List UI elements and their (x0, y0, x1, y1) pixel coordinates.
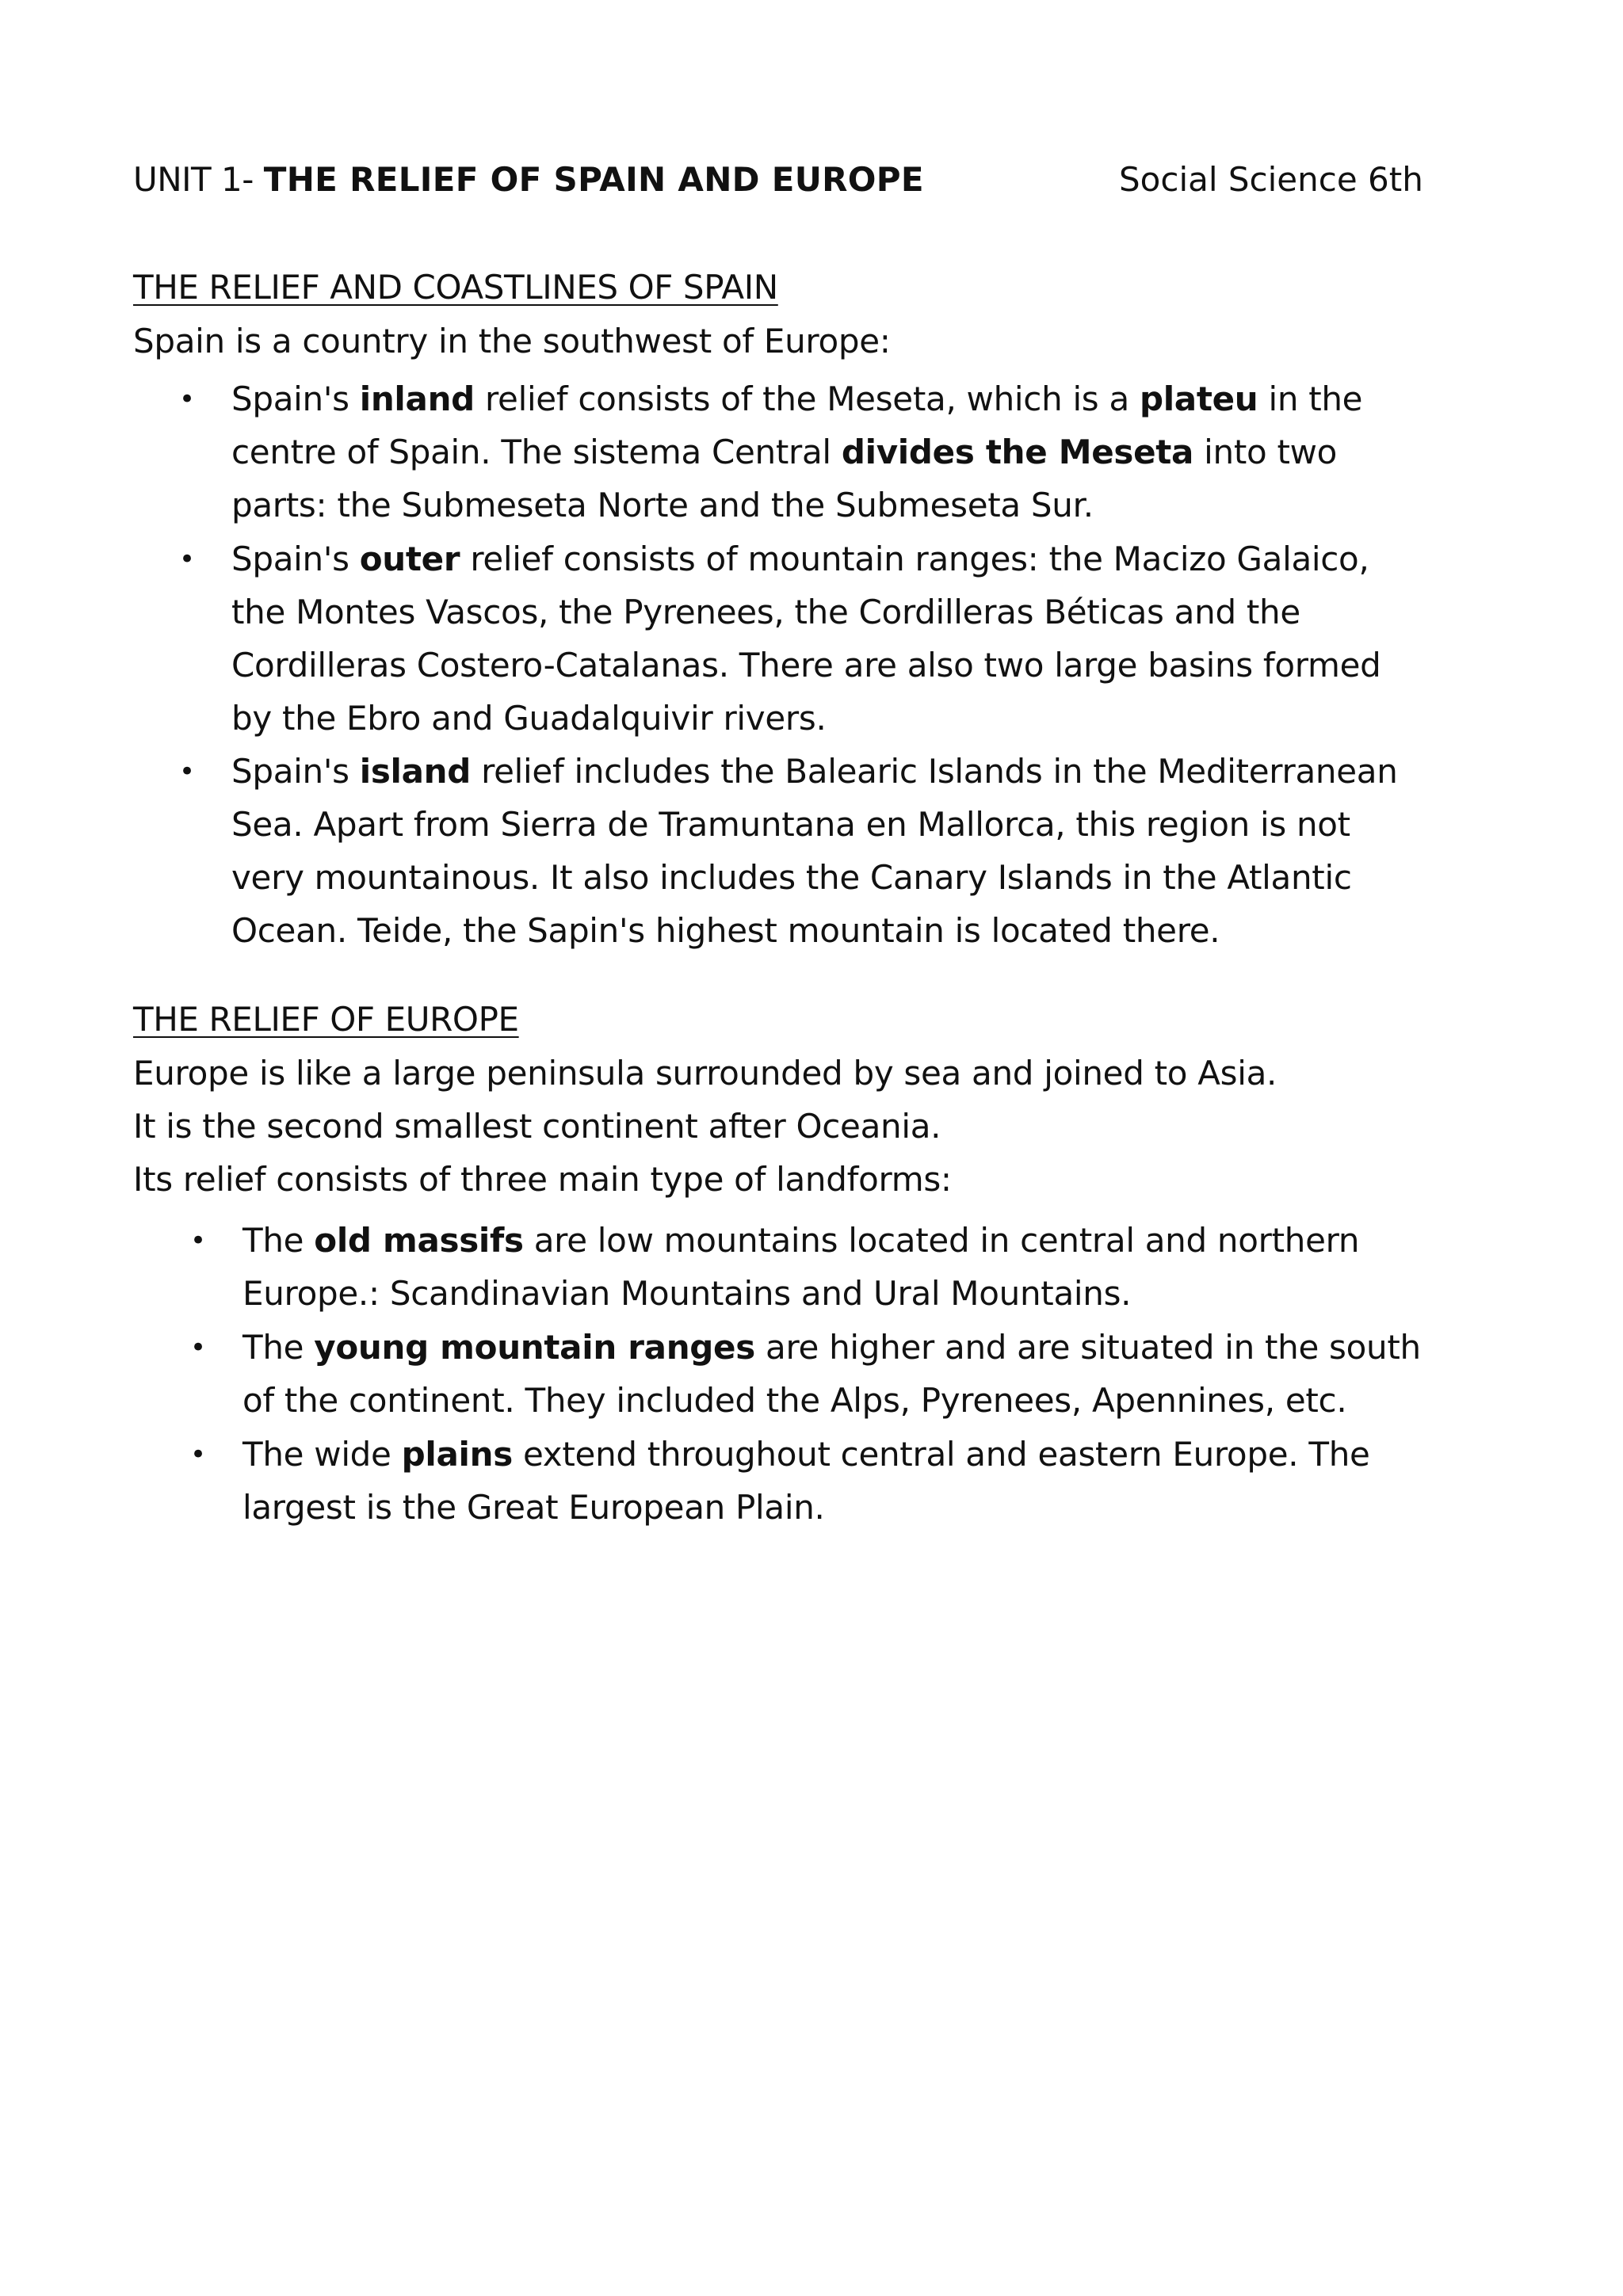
bullet-dot-icon: • (179, 383, 196, 415)
bold-term: plains (401, 1435, 513, 1474)
text-run: largest is the Great European Plain. (242, 1488, 825, 1527)
bullet-line (231, 639, 1381, 692)
bullet-text (242, 1214, 1359, 1320)
section-title-spain: THE RELIEF AND COASTLINES OF SPAIN (133, 268, 778, 307)
text-run: very mountainous. It also includes the Canary Islands in the Atlantic (231, 858, 1352, 897)
document-header (133, 160, 1528, 208)
unit-prefix: UNIT 1- (133, 160, 264, 199)
bullet-line (242, 1481, 1370, 1534)
text-run: by the Ebro and Guadalquivir rivers. (231, 699, 827, 738)
bullet-line (242, 1267, 1359, 1320)
unit-heading (133, 160, 924, 199)
bullet-dot-icon: • (190, 1332, 207, 1363)
bullet-dot-icon: • (190, 1225, 207, 1257)
text-run: of the continent. They included the Alps, Pyrenees, Apennines, etc. (242, 1381, 1347, 1420)
bullet-line (242, 1321, 1421, 1374)
text-run: in the (1258, 379, 1363, 418)
text-run: relief consists of the Meseta, which is a (474, 379, 1140, 418)
bold-term: young mountain ranges (314, 1328, 755, 1367)
text-run: relief includes the Balearic Islands in the Mediterranean (471, 752, 1398, 791)
text-run: extend throughout central and eastern Europe. The (512, 1435, 1370, 1474)
bullet-line (231, 479, 1362, 532)
bullet-line (231, 585, 1381, 639)
bullet-line (231, 372, 1362, 425)
text-run: Sea. Apart from Sierra de Tramuntana en Mallorca, this region is not (231, 805, 1350, 844)
bullet-text (231, 532, 1381, 745)
bullet-line (231, 692, 1381, 745)
bullet-text (242, 1428, 1370, 1534)
bold-term: island (359, 752, 472, 791)
text-run: Cordilleras Costero-Catalanas. There are also two large basins formed (231, 646, 1381, 685)
bold-term: divides the Meseta (841, 433, 1194, 471)
europe-intro-line-1: Europe is like a large peninsula surrounded by sea and joined to Asia. (133, 1054, 1277, 1093)
bullet-text (231, 372, 1362, 532)
bold-term: old massifs (314, 1221, 524, 1260)
text-run: are low mountains located in central and northern (523, 1221, 1360, 1260)
section-intro-spain: Spain is a country in the southwest of Europe: (133, 322, 891, 360)
europe-intro-line-2: It is the second smallest continent after Oceania. (133, 1107, 941, 1146)
bullet-line (231, 904, 1398, 957)
text-run: centre of Spain. The sistema Central (231, 433, 842, 471)
bullet-dot-icon: • (190, 1439, 207, 1470)
text-run: Ocean. Teide, the Sapin's highest mountain is located there. (231, 911, 1220, 950)
bullet-dot-icon: • (179, 543, 196, 575)
bold-term: plateu (1139, 379, 1258, 418)
text-run: The wide (242, 1435, 402, 1474)
text-run: the Montes Vascos, the Pyrenees, the Cordilleras Béticas and the (231, 593, 1300, 631)
bold-term: outer (359, 540, 460, 578)
bullet-line (242, 1374, 1421, 1427)
text-run: Europe.: Scandinavian Mountains and Ural Mountains. (242, 1274, 1132, 1313)
bullet-line (231, 745, 1398, 798)
bullet-line (242, 1214, 1359, 1267)
subject-label: Social Science 6th (1119, 160, 1423, 199)
bullet-text (242, 1321, 1421, 1427)
text-run: relief consists of mountain ranges: the Macizo Galaico, (460, 540, 1369, 578)
bold-term: inland (359, 379, 475, 418)
bullet-line (242, 1428, 1370, 1481)
bullet-text (231, 745, 1398, 957)
bullet-dot-icon: • (179, 756, 196, 788)
text-run: Spain's (231, 752, 360, 791)
bullet-line (231, 798, 1398, 851)
text-run: The (242, 1221, 315, 1260)
text-run: The (242, 1328, 315, 1367)
bullet-line (231, 425, 1362, 479)
unit-title: THE RELIEF OF SPAIN AND EUROPE (263, 160, 924, 199)
text-run: Spain's (231, 540, 360, 578)
text-run: are higher and are situated in the south (754, 1328, 1421, 1367)
text-run: Spain's (231, 379, 360, 418)
text-run: into two (1193, 433, 1338, 471)
bullet-line (231, 532, 1381, 585)
text-run: parts: the Submeseta Norte and the Submeseta Sur. (231, 486, 1094, 524)
section-title-europe: THE RELIEF OF EUROPE (133, 1000, 519, 1039)
bullet-line (231, 851, 1398, 904)
europe-intro-line-3: Its relief consists of three main type of landforms: (133, 1160, 952, 1199)
